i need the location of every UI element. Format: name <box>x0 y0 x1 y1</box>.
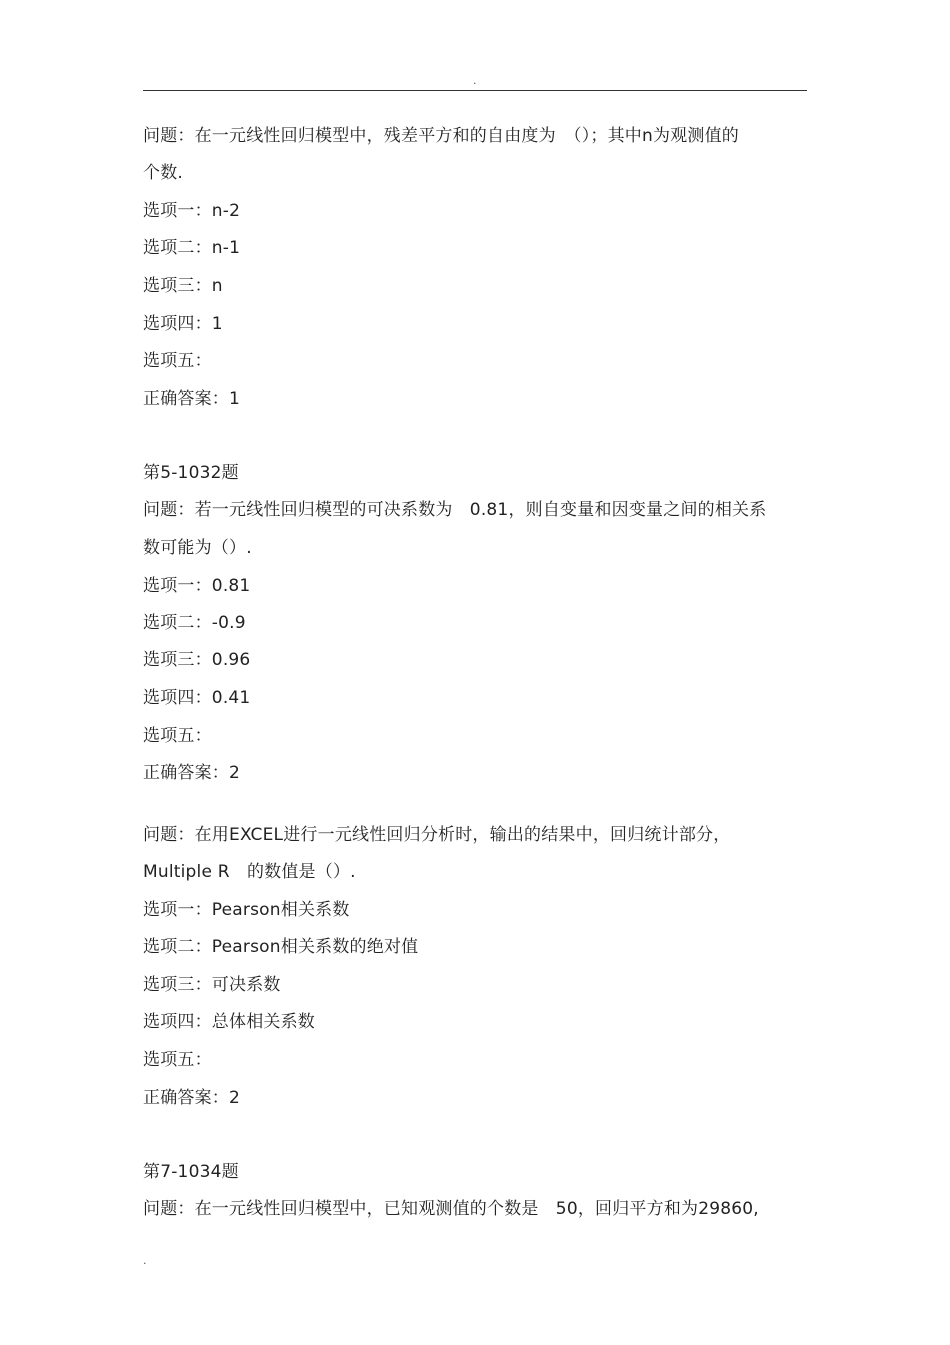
q4-question-line1: 问题：在一元线性回归模型中，已知观测值的个数是 50，回归平方和为29860, <box>143 1199 759 1219</box>
q3-option-1: 选项一：Pearson相关系数 <box>143 900 350 920</box>
q1-option-4: 选项四：1 <box>143 314 223 334</box>
q2-answer: 正确答案：2 <box>143 763 241 783</box>
q4-heading: 第7-1034题 <box>143 1162 239 1182</box>
q2-question-line2: 数可能为（）. <box>143 538 252 558</box>
q2-option-5: 选项五： <box>143 726 212 746</box>
q3-question-line2: Multiple R 的数值是（）. <box>143 862 356 882</box>
q3-option-5: 选项五： <box>143 1050 212 1070</box>
q1-option-2: 选项二：n-1 <box>143 238 241 258</box>
footer-mark: . <box>143 1254 147 1267</box>
q3-answer: 正确答案：2 <box>143 1088 241 1108</box>
q1-answer: 正确答案：1 <box>143 389 241 409</box>
q3-question-line1: 问题：在用EXCEL进行一元线性回归分析时，输出的结果中，回归统计部分， <box>143 825 731 845</box>
q2-option-4: 选项四：0.41 <box>143 688 251 708</box>
q2-option-1: 选项一：0.81 <box>143 576 251 596</box>
q1-option-5: 选项五： <box>143 351 212 371</box>
q3-option-3: 选项三：可决系数 <box>143 975 281 995</box>
q2-option-3: 选项三：0.96 <box>143 650 251 670</box>
q2-heading: 第5-1032题 <box>143 463 239 483</box>
q1-question-line1: 问题：在一元线性回归模型中，残差平方和的自由度为 （）；其中n为观测值的 <box>143 126 739 146</box>
q1-option-1: 选项一：n-2 <box>143 201 241 221</box>
q1-question-line2: 个数. <box>143 163 184 183</box>
q3-option-2: 选项二：Pearson相关系数的绝对值 <box>143 937 419 957</box>
header-divider <box>143 90 807 91</box>
q2-question-line1: 问题：若一元线性回归模型的可决系数为 0.81，则自变量和因变量之间的相关系 <box>143 500 767 520</box>
q2-option-2: 选项二：-0.9 <box>143 613 246 633</box>
header-mark: . <box>473 74 477 87</box>
q3-option-4: 选项四：总体相关系数 <box>143 1012 315 1032</box>
q1-option-3: 选项三：n <box>143 276 223 296</box>
